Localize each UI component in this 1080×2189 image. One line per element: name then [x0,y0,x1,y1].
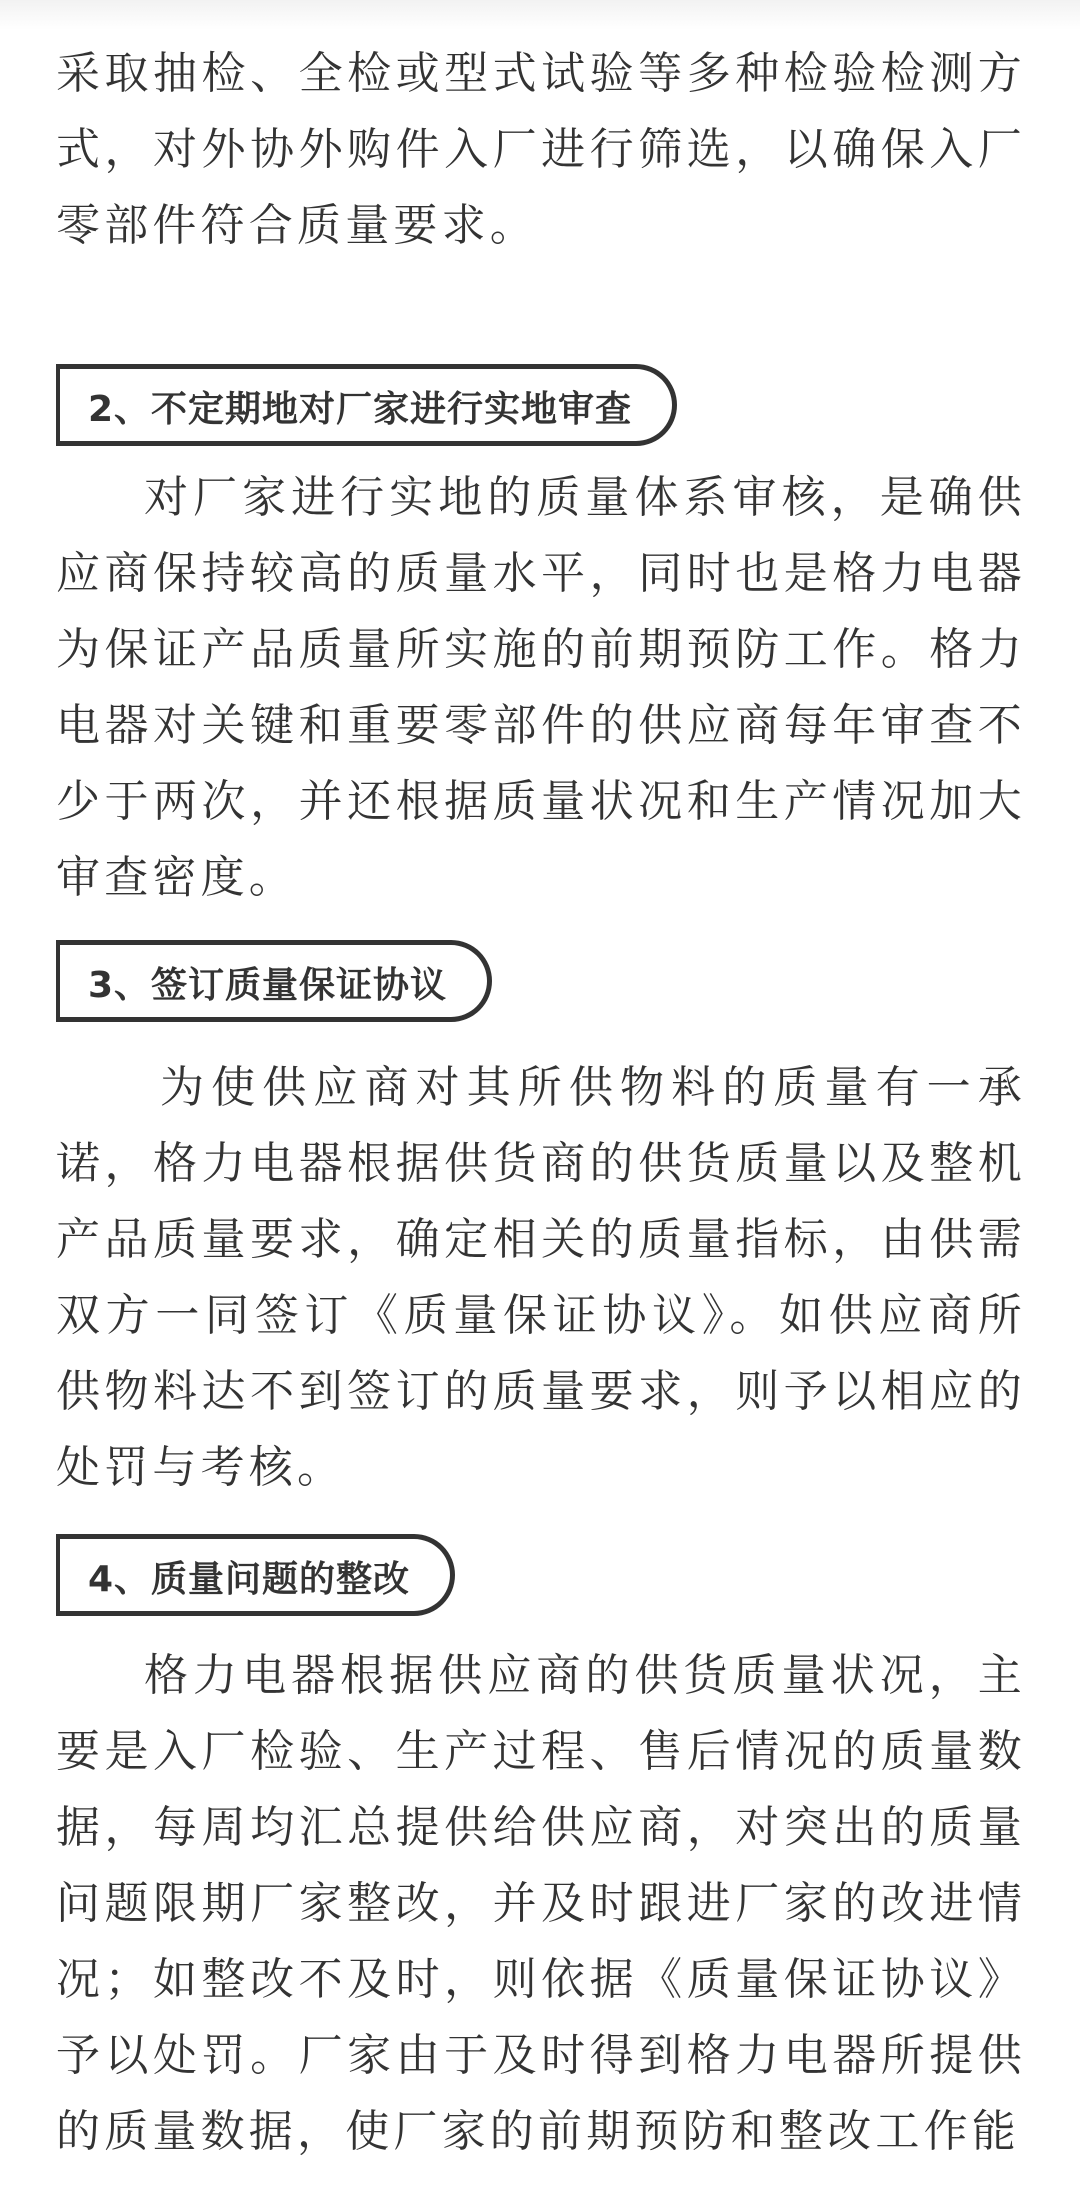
section-heading-3: 3、签订质量保证协议 [56,940,492,1022]
article-content [56,36,1026,2170]
section-heading-4: 4、质量问题的整改 [56,1534,455,1616]
section-body-2: 对厂家进行实地的质量体系审核，是确供应商保持较高的质量水平，同时也是格力电器为保证产品质量所实施的前期预防工作。格力电器对关键和重要零部件的供应商每年审查不少于两次，并还根据质量状况和生产情况加大审查密度。 [56,472,1026,903]
intro-paragraph: 采取抽检、全检或型式试验等多种检验检测方式，对外协外购件入厂进行筛选，以确保入厂零部件符合质量要求。 [56,48,1026,251]
top-fade-bar [0,0,1080,30]
section-body-3: 为使供应商对其所供物料的质量有一承诺，格力电器根据供货商的供货质量以及整机产品质量要求，确定相关的质量指标，由供需双方一同签订《质量保证协议》。如供应商所供物料达不到签订的质量要求，则予以相应的处罚与考核。 [56,1062,1026,1493]
section-body-4: 格力电器根据供应商的供货质量状况，主要是入厂检验、生产过程、售后情况的质量数据，每周均汇总提供给供应商，对突出的质量问题限期厂家整改，并及时跟进厂家的改进情况；如整改不及时，则依据《质量保证协议》予以处罚。厂家由于及时得到格力电器所提供的质量数据，使厂家的前期预防和整改工作能 [56,1650,1026,2157]
section-heading-2: 2、不定期地对厂家进行实地审查 [56,364,677,446]
